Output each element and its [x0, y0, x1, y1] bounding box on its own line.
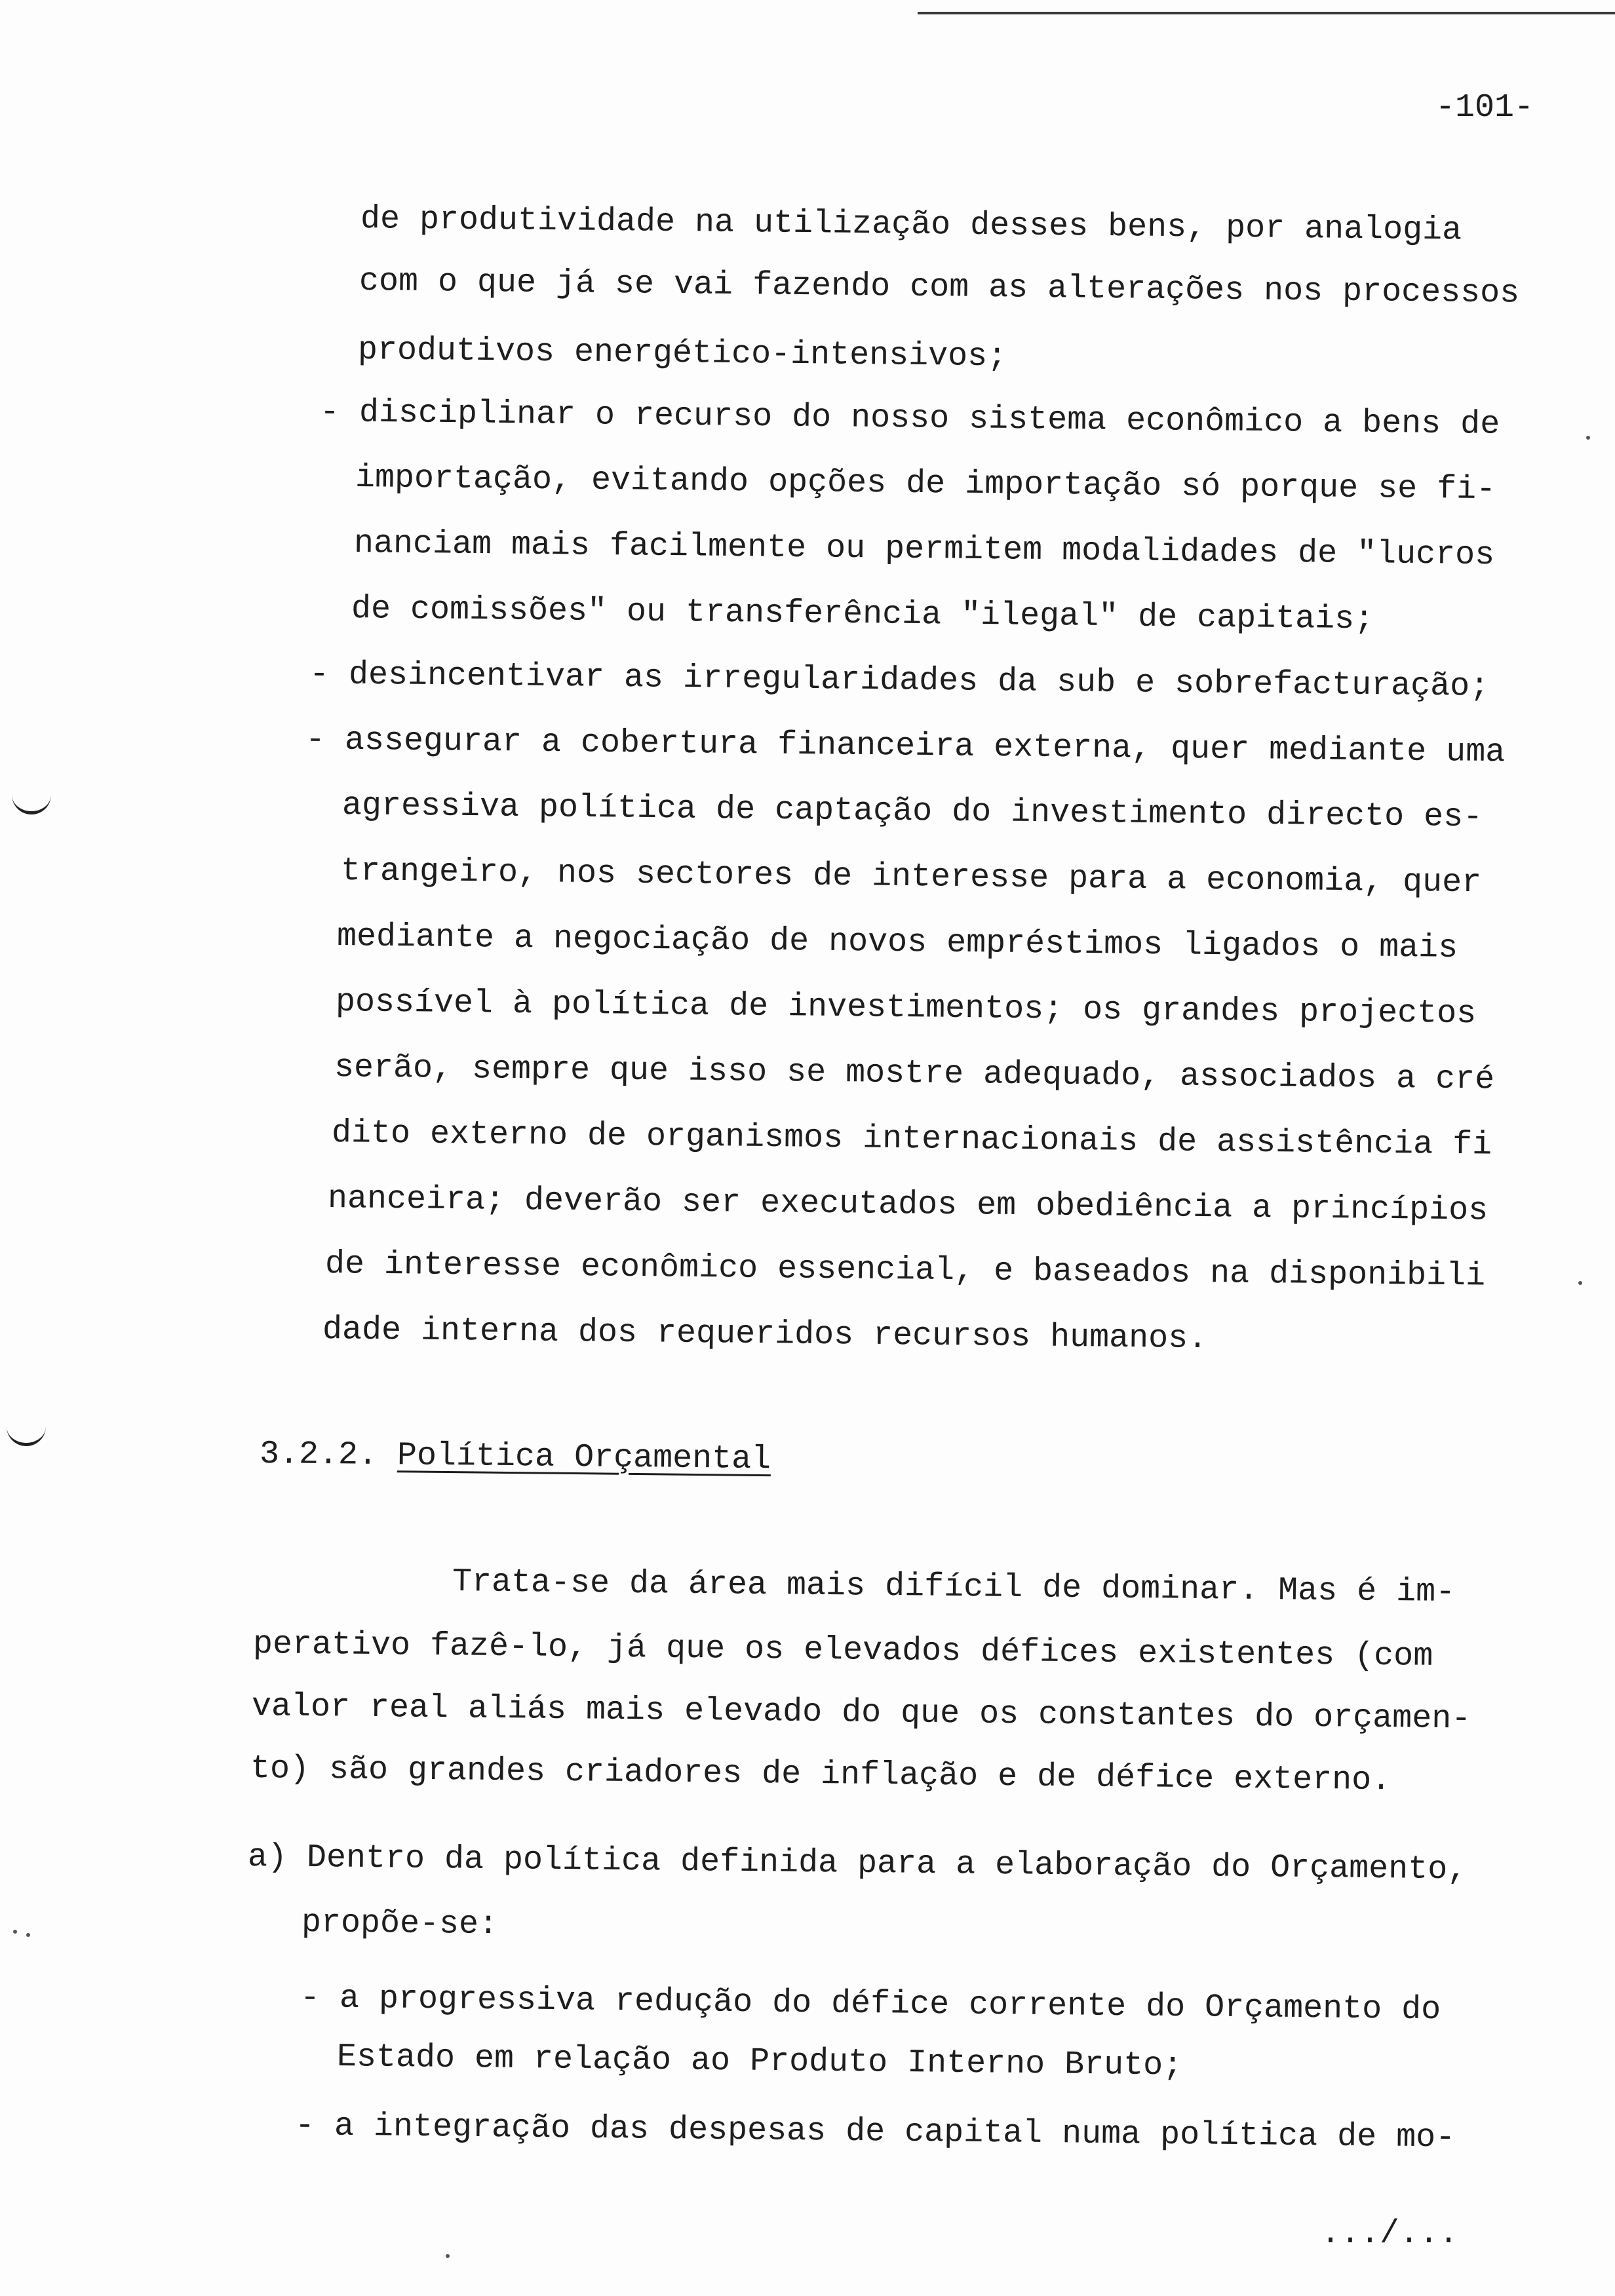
- scan-speck: [1586, 436, 1590, 440]
- text-line: nanceira; deverão ser executados em obediência a princípios: [327, 1180, 1489, 1230]
- text-line: produtivos energético-intensivos;: [357, 332, 1007, 376]
- top-rule: [918, 12, 1615, 14]
- section-heading: [260, 1435, 771, 1480]
- text-line: trangeiro, nos sectores de interesse para a economia, quer: [340, 852, 1482, 902]
- text-line: de produtividade na utilização desses bens, por analogia: [360, 201, 1462, 250]
- paragraph-line: valor real aliás mais elevado do que os constantes do orçamen-: [251, 1688, 1471, 1738]
- sub-list-item: - a progressiva redução do défice corrente do Orçamento do: [300, 1980, 1441, 2029]
- text-line: mediante a negociação de novos empréstimos ligados o mais: [336, 918, 1458, 967]
- paragraph-line: perativo fazê-lo, já que os elevados défices existentes (com: [252, 1626, 1433, 1675]
- text-line: propõe-se:: [301, 1904, 499, 1944]
- section-title: Política Orçamental: [397, 1437, 771, 1479]
- scan-speck: [26, 1933, 30, 1937]
- list-item: - desincentivar as irregularidades da sub e sobrefacturação;: [309, 656, 1490, 706]
- text-line: Estado em relação ao Produto Interno Bruto;: [336, 2038, 1183, 2085]
- list-item: - disciplinar o recurso do nosso sistema econômico a bens de: [319, 394, 1500, 444]
- sub-list-item: - a integração das despesas de capital numa política de mo-: [294, 2107, 1456, 2157]
- text-line: serão, sempre que isso se mostre adequado, associados a cré: [334, 1049, 1495, 1099]
- scan-speck: [446, 2254, 450, 2258]
- scan-speck: [1578, 1281, 1582, 1285]
- section-number: 3.2.2.: [259, 1436, 378, 1474]
- text-line: dade interna dos requeridos recursos humanos.: [322, 1311, 1208, 1358]
- continuation-mark: .../...: [1321, 2215, 1459, 2253]
- binding-hole-mark: [12, 785, 51, 814]
- list-item-a: a) Dentro da política definida para a elaboração do Orçamento,: [247, 1839, 1468, 1889]
- text-line: importação, evitando opções de importação só porque se fi-: [355, 459, 1496, 509]
- text-line: possível à política de investimentos; os grandes projectos: [335, 984, 1477, 1033]
- text-line: dito externo de organismos internacionais de assistência fi: [331, 1115, 1492, 1164]
- scan-speck: [13, 1930, 17, 1934]
- paragraph-line: Trata-se da área mais difícil de dominar. Mas é im-: [452, 1563, 1456, 1612]
- text-line: nanciam mais facilmente ou permitem modalidades de "lucros: [353, 525, 1495, 575]
- binding-hole-mark: [7, 1417, 46, 1446]
- list-item: - assegurar a cobertura financeira externa, quer mediante uma: [305, 721, 1506, 772]
- text-line: de comissões" ou transferência "ilegal" de capitais;: [351, 590, 1374, 639]
- text-line: de interesse econômico essencial, e baseados na disponibili: [324, 1246, 1486, 1295]
- paragraph-line: to) são grandes criadores de inflação e de défice externo.: [250, 1750, 1391, 1800]
- text-line: com o que já se vai fazendo com as alterações nos processos: [359, 263, 1520, 313]
- page-number: -101-: [1435, 89, 1534, 126]
- text-line: agressiva política de captação do investimento directo es-: [341, 787, 1483, 837]
